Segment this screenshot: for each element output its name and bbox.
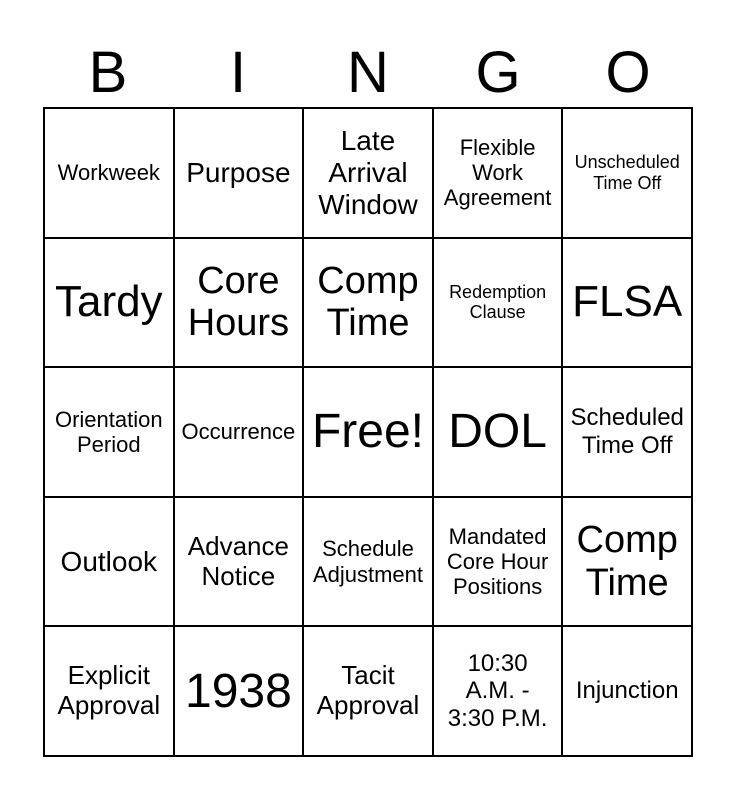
bingo-cell[interactable]: 10:30 A.M. - 3:30 P.M. [434,627,564,757]
bingo-cell[interactable]: Comp Time [563,498,693,628]
bingo-cell[interactable]: Outlook [45,498,175,628]
bingo-cell[interactable]: FLSA [563,239,693,369]
bingo-cell[interactable]: DOL [434,368,564,498]
bingo-cell[interactable]: Comp Time [304,239,434,369]
bingo-cell[interactable]: Late Arrival Window [304,109,434,239]
header-letter-n: N [347,40,389,105]
bingo-cell[interactable]: Tardy [45,239,175,369]
bingo-cell[interactable]: Core Hours [175,239,305,369]
bingo-cell[interactable]: Flexible Work Agreement [434,109,564,239]
bingo-cell[interactable]: Tacit Approval [304,627,434,757]
header-letter-g: G [475,40,521,105]
header-letter-o: O [605,40,651,105]
bingo-board [43,107,693,757]
bingo-cell[interactable]: Purpose [175,109,305,239]
bingo-cell[interactable]: Advance Notice [175,498,305,628]
header-letter-i: I [229,40,247,105]
bingo-cell[interactable]: Schedule Adjustment [304,498,434,628]
bingo-cell[interactable]: Injunction [563,627,693,757]
bingo-cell[interactable]: Workweek [45,109,175,239]
bingo-cell[interactable]: 1938 [175,627,305,757]
bingo-cell[interactable]: Orientation Period [45,368,175,498]
bingo-cell[interactable]: Unscheduled Time Off [563,109,693,239]
bingo-cell[interactable]: Redemption Clause [434,239,564,369]
bingo-cell[interactable]: Occurrence [175,368,305,498]
free-space-cell[interactable]: Free! [304,368,434,498]
bingo-cell[interactable]: Scheduled Time Off [563,368,693,498]
bingo-cell[interactable]: Mandated Core Hour Positions [434,498,564,628]
bingo-header [43,40,693,106]
header-letter-b: B [88,40,128,105]
bingo-cell[interactable]: Explicit Approval [45,627,175,757]
